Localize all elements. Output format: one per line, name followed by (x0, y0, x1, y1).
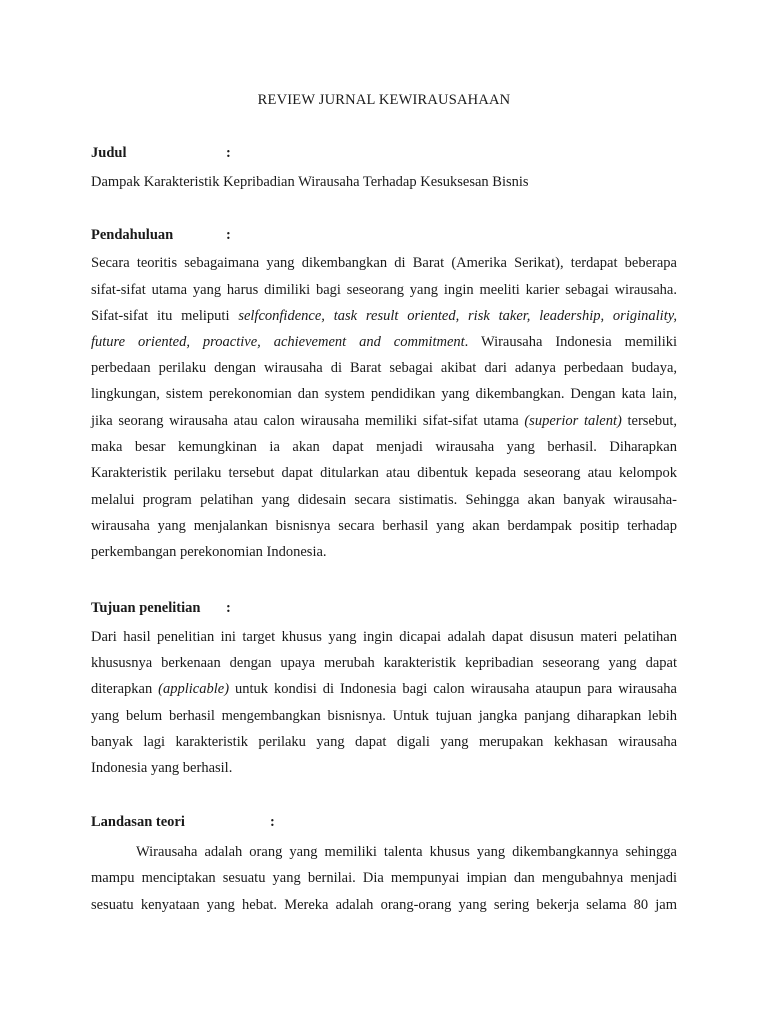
heading-judul-colon: : (226, 145, 231, 161)
heading-tujuan-colon: : (226, 600, 231, 616)
pendahuluan-line: perbedaan perilaku dengan wirausaha di Barat sebagai akibat dari adanya perbedaan budaya, (91, 360, 677, 376)
heading-pendahuluan: Pendahuluan (91, 227, 174, 243)
pendahuluan-line: jika seorang wirausaha atau calon wirausaha memiliki sifat-sifat utama (superior talent) tersebut, (91, 413, 678, 429)
pendahuluan-line: sifat-sifat utama yang harus dimiliki bagi seseorang yang ingin meeliti karier sebagai wirausaha. (91, 282, 677, 298)
tujuan-line: Indonesia yang berhasil. (91, 760, 233, 776)
tujuan-line: diterapkan (applicable) untuk kondisi di Indonesia bagi calon wirausaha ataupun para wirausaha (91, 681, 677, 697)
judul-text: Dampak Karakteristik Kepribadian Wirausaha Terhadap Kesuksesan Bisnis (91, 174, 529, 190)
pendahuluan-line: Sifat-sifat itu meliputi selfconfidence, task result oriented, risk taker, leadership, originality, (91, 308, 677, 324)
heading-pendahuluan-colon: : (226, 227, 231, 243)
landasan-line: sesuatu kenyataan yang hebat. Mereka adalah orang-orang yang sering bekerja selama 80 jam (91, 897, 677, 913)
landasan-line: mampu menciptakan sesuatu yang bernilai. Dia mempunyai impian dan mengubahnya menjadi (91, 870, 677, 886)
heading-tujuan-penelitian: Tujuan penelitian (91, 600, 201, 616)
pendahuluan-line: maka besar kemungkinan ia akan dapat menjadi wirausaha yang berhasil. Diharapkan (91, 439, 677, 455)
heading-judul: Judul (91, 145, 127, 161)
pendahuluan-line: Secara teoritis sebagaimana yang dikembangkan di Barat (Amerika Serikat), terdapat beberapa (91, 255, 677, 271)
document-title: REVIEW JURNAL KEWIRAUSAHAAN (257, 92, 511, 108)
pendahuluan-line: melalui program pelatihan yang didesain secara sistimatis. Sehingga akan banyak wirausaha- (91, 492, 677, 508)
pendahuluan-line: future oriented, proactive, achievement and commitment. Wirausaha Indonesia memiliki (91, 334, 677, 350)
pendahuluan-line: wirausaha yang menjalankan bisnisnya secara berhasil yang akan berdampak positip terhadap (91, 518, 677, 534)
landasan-line: Wirausaha adalah orang yang memiliki talenta khusus yang dikembangkannya sehingga (136, 844, 677, 860)
tujuan-line: banyak lagi karakteristik perilaku yang dapat digali yang merupakan kekhasan wirausaha (91, 734, 677, 750)
heading-landasan-teori: Landasan teori (91, 814, 185, 830)
heading-landasan-colon: : (270, 814, 275, 830)
tujuan-line: Dari hasil penelitian ini target khusus yang ingin dicapai adalah dapat disusun materi pelatihan (91, 629, 677, 645)
tujuan-line: khususnya berkenaan dengan upaya merubah karakteristik kepribadian seseorang yang dapat (91, 655, 677, 671)
pendahuluan-line: perkembangan perekonomian Indonesia. (91, 544, 327, 560)
tujuan-line: yang belum berhasil mengembangkan bisnisnya. Untuk tujuan jangka panjang diharapkan lebih (91, 708, 677, 724)
pendahuluan-line: lingkungan, sistem perekonomian dan system pendidikan yang dikembangkan. Dengan kata lain, (91, 386, 677, 402)
pendahuluan-line: Karakteristik perilaku tersebut dapat ditularkan atau dibentuk kepada seseorang atau kelompok (91, 465, 677, 481)
